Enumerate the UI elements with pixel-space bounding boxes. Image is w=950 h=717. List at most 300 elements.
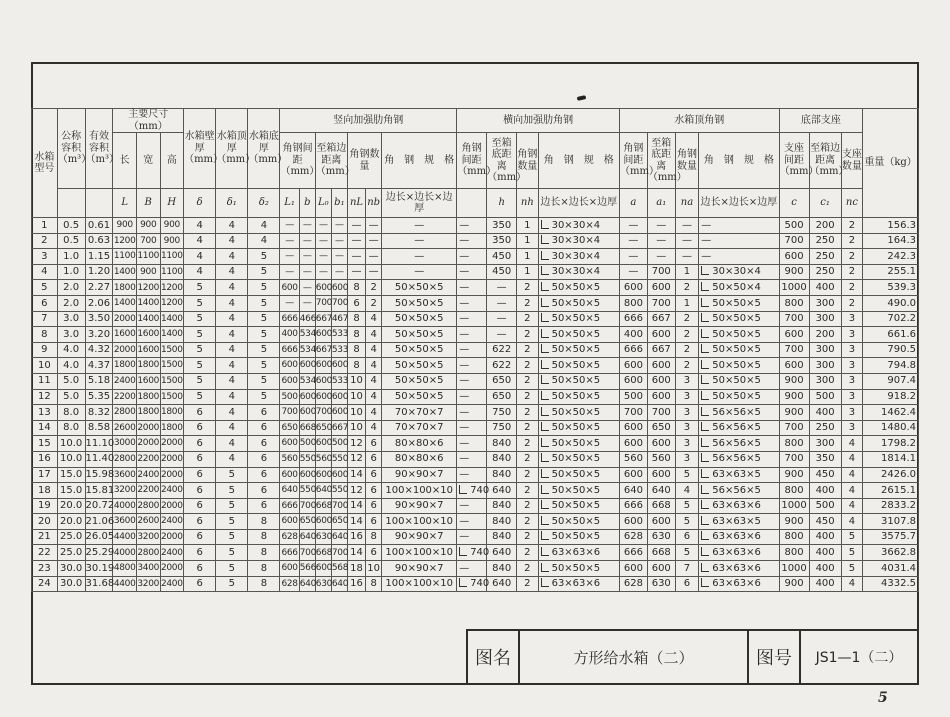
table-cell	[457, 576, 490, 592]
sym-b: b	[299, 189, 315, 218]
table-cell: 25.0	[57, 545, 85, 561]
table-row	[32, 420, 919, 436]
sym-c: c	[779, 189, 809, 218]
table-cell: —	[331, 264, 347, 280]
table-cell: 666	[619, 498, 647, 514]
table-cell	[699, 373, 779, 389]
table-cell: 2800	[113, 451, 137, 467]
angle-steel-icon	[541, 578, 549, 587]
table-cell: 4	[841, 483, 862, 499]
table-cell	[538, 295, 619, 311]
table-cell: 4	[366, 405, 382, 421]
table-cell: 50×50×5	[382, 327, 457, 343]
table-cell: 1800	[136, 389, 160, 405]
table-cell: 11.10	[85, 436, 113, 452]
table-cell: 700	[299, 498, 315, 514]
angle-spec: —	[459, 391, 470, 403]
table-cell: 4	[248, 233, 280, 249]
table-cell: 667	[315, 342, 331, 358]
angle-steel-icon	[459, 485, 467, 494]
table-cell: 8	[347, 280, 365, 296]
table-cell: 600	[315, 373, 331, 389]
angle-steel-icon	[701, 391, 709, 400]
table-cell: 600	[779, 358, 809, 374]
table-cell: 490.0	[863, 295, 919, 311]
table-cell: 4	[216, 233, 248, 249]
table-cell: 100×100×10	[382, 483, 457, 499]
sub-v-spec: 边长×边长×边厚	[382, 189, 457, 218]
table-cell: 630	[647, 576, 675, 592]
sym-nh: nh	[517, 189, 538, 218]
table-cell: 3	[841, 342, 862, 358]
header-support: 底部支座	[779, 109, 863, 133]
sym-nc: nc	[841, 189, 862, 218]
table-cell: 3200	[113, 483, 137, 499]
header-t-spacing: 角钢间距（mm）	[619, 133, 647, 189]
table-cell: 4	[216, 420, 248, 436]
table-cell: 5	[216, 576, 248, 592]
table-cell: 10.0	[57, 451, 85, 467]
table-cell: 800	[779, 436, 809, 452]
table-cell: 2	[517, 327, 538, 343]
table-cell: 5	[841, 545, 862, 561]
angle-steel-icon	[701, 375, 709, 384]
table-cell: —	[331, 249, 347, 265]
table-cell: 1100	[160, 264, 184, 280]
table-cell: 600	[619, 561, 647, 577]
table-cell: 5	[248, 249, 280, 265]
table-cell: 4	[184, 249, 216, 265]
table-cell: 80×80×6	[382, 451, 457, 467]
table-cell: 6	[366, 514, 382, 530]
table-cell: —	[647, 233, 675, 249]
sym-h-empty	[457, 189, 487, 218]
table-cell: 3	[32, 249, 58, 265]
table-cell: 500	[809, 389, 841, 405]
table-cell: 666	[280, 545, 299, 561]
table-cell: 500	[331, 436, 347, 452]
table-cell	[538, 436, 619, 452]
table-cell: 6	[184, 561, 216, 577]
angle-steel-icon	[541, 391, 549, 400]
sym-L1: L₁	[280, 189, 299, 218]
table-cell: —	[315, 218, 331, 234]
table-cell	[457, 389, 487, 405]
header-v-spacing: 角钢间距（mm）	[280, 133, 315, 189]
table-cell: —	[299, 233, 315, 249]
table-cell: 1798.2	[863, 436, 919, 452]
table-cell: 500	[280, 389, 299, 405]
angle-steel-icon	[701, 578, 709, 587]
table-cell: 2800	[136, 498, 160, 514]
table-cell: 4	[216, 342, 248, 358]
table-cell: 550	[299, 451, 315, 467]
table-cell: 2000	[160, 436, 184, 452]
table-cell	[457, 498, 487, 514]
table-cell: 90×90×7	[382, 467, 457, 483]
header-width: 宽	[136, 133, 160, 189]
table-cell: 8.58	[85, 420, 113, 436]
table-cell: 2	[841, 218, 862, 234]
table-cell: 1800	[136, 405, 160, 421]
table-cell: —	[280, 295, 299, 311]
table-cell: 2	[517, 529, 538, 545]
table-cell: 900	[779, 264, 809, 280]
table-cell: —	[487, 327, 517, 343]
table-cell: 1480.4	[863, 420, 919, 436]
table-cell: 11	[32, 373, 58, 389]
table-cell: 450	[809, 467, 841, 483]
page-number: 5	[878, 690, 888, 706]
table-cell: 1600	[136, 327, 160, 343]
table-cell: 700	[299, 545, 315, 561]
table-cell: 700	[619, 405, 647, 421]
table-cell: 4	[216, 264, 248, 280]
angle-steel-icon	[541, 453, 549, 462]
table-cell: 2200	[136, 483, 160, 499]
table-cell: 2	[32, 233, 58, 249]
table-cell: 18	[32, 483, 58, 499]
table-cell: 18	[347, 561, 365, 577]
table-cell	[457, 467, 487, 483]
table-cell: 2	[675, 342, 699, 358]
header-v-spec: 角 钢 规 格	[382, 133, 457, 189]
table-cell	[457, 311, 487, 327]
table-cell: 600	[315, 467, 331, 483]
table-cell	[457, 295, 487, 311]
table-cell: 0.63	[85, 233, 113, 249]
table-cell: 2	[517, 561, 538, 577]
water-tank-spec-table	[31, 108, 919, 592]
table-cell: 900	[136, 218, 160, 234]
table-cell: 640	[331, 576, 347, 592]
table-cell: —	[382, 233, 457, 249]
table-cell: 500	[619, 389, 647, 405]
table-cell: 1200	[113, 233, 137, 249]
table-cell: 600	[315, 280, 331, 296]
table-cell	[538, 405, 619, 421]
table-cell: 550	[299, 483, 315, 499]
table-cell: 6	[248, 483, 280, 499]
table-cell: 640	[315, 483, 331, 499]
table-cell: 3.0	[57, 311, 85, 327]
table-cell: 1	[517, 218, 538, 234]
table-cell: 6	[248, 467, 280, 483]
table-cell: 21.06	[85, 514, 113, 530]
table-cell: 2	[517, 498, 538, 514]
header-top-angle: 水箱顶角钢	[619, 109, 779, 133]
table-cell: 1	[32, 218, 58, 234]
table-cell: 700	[331, 295, 347, 311]
table-cell: 3	[841, 373, 862, 389]
sym-na: na	[675, 189, 699, 218]
table-cell: 2400	[113, 373, 137, 389]
table-cell: 2800	[136, 545, 160, 561]
header-wall: 水箱壁厚（mm）	[184, 109, 216, 189]
header-t-bottom: 至箱底距离（mm）	[647, 133, 675, 189]
table-cell: 5	[675, 467, 699, 483]
table-cell: —	[487, 295, 517, 311]
spec-table-body	[32, 218, 919, 592]
table-cell: —	[366, 249, 382, 265]
angle-spec: 30×30×4	[551, 250, 601, 262]
table-cell: 666	[619, 342, 647, 358]
table-cell: 668	[315, 545, 331, 561]
table-cell: 600	[331, 467, 347, 483]
table-cell: 2	[517, 311, 538, 327]
table-cell: 2	[517, 405, 538, 421]
table-cell: 600	[280, 514, 299, 530]
table-cell	[699, 280, 779, 296]
drawing-number: JS1—1（二）	[800, 630, 918, 684]
table-cell: 560	[619, 451, 647, 467]
table-cell: 4.37	[85, 358, 113, 374]
angle-spec: —	[459, 344, 470, 356]
angle-spec: 50×50×5	[551, 484, 601, 496]
table-cell	[538, 218, 619, 234]
table-cell	[538, 514, 619, 530]
table-cell: 667	[315, 311, 331, 327]
sub-h-spec: 边长×边长×边厚	[538, 189, 619, 218]
table-cell: 900	[779, 467, 809, 483]
table-cell: 4.0	[57, 342, 85, 358]
table-cell: 5	[216, 514, 248, 530]
header-height: 高	[160, 133, 184, 189]
angle-spec: 50×50×5	[551, 328, 601, 340]
table-cell: 15.98	[85, 467, 113, 483]
table-cell: 4	[184, 264, 216, 280]
angle-spec: 63×63×6	[712, 531, 761, 543]
table-cell: 13	[32, 405, 58, 421]
angle-steel-icon	[701, 485, 709, 494]
table-cell: 750	[487, 420, 517, 436]
header-main-size: 主要尺寸（mm）	[113, 109, 184, 133]
table-cell: 5	[184, 342, 216, 358]
table-cell: 8	[347, 311, 365, 327]
table-cell	[699, 358, 779, 374]
table-cell: 600	[779, 249, 809, 265]
angle-spec: —	[459, 562, 470, 574]
table-cell: 700	[779, 311, 809, 327]
table-cell	[538, 233, 619, 249]
table-cell: 640	[487, 576, 517, 592]
table-cell: 600	[647, 514, 675, 530]
table-cell: 400	[809, 529, 841, 545]
table-cell: 6	[184, 498, 216, 514]
table-cell: 4	[841, 451, 862, 467]
table-cell: 4	[366, 389, 382, 405]
table-cell: 6	[366, 467, 382, 483]
angle-spec: 50×50×5	[712, 328, 761, 340]
table-cell: 600	[299, 389, 315, 405]
angle-spec: 50×50×5	[712, 344, 761, 356]
table-cell: 600	[647, 389, 675, 405]
table-cell: 2000	[136, 436, 160, 452]
table-cell	[538, 311, 619, 327]
angle-spec: 56×56×5	[712, 406, 761, 418]
table-cell: 900	[160, 218, 184, 234]
table-cell: 10	[347, 373, 365, 389]
sym-d2: δ₂	[248, 189, 280, 218]
table-cell: 50×50×5	[382, 311, 457, 327]
angle-steel-icon	[541, 282, 549, 291]
table-cell: 1814.1	[863, 451, 919, 467]
table-cell: 3107.8	[863, 514, 919, 530]
table-cell: 8	[248, 576, 280, 592]
table-cell: 16	[347, 529, 365, 545]
table-cell: 3	[675, 373, 699, 389]
table-cell: 900	[113, 218, 137, 234]
table-cell: 5	[248, 389, 280, 405]
angle-spec: 740	[470, 578, 490, 590]
table-cell: 2000	[160, 498, 184, 514]
angle-steel-icon	[701, 298, 709, 307]
table-cell: 467	[331, 311, 347, 327]
table-cell: 4	[841, 467, 862, 483]
table-cell: 100×100×10	[382, 576, 457, 592]
table-cell: 400	[809, 280, 841, 296]
table-cell: 560	[315, 451, 331, 467]
table-cell: 6	[366, 436, 382, 452]
table-cell: 2000	[160, 529, 184, 545]
table-cell: 7	[32, 311, 58, 327]
table-cell: 6	[366, 483, 382, 499]
table-cell	[457, 358, 487, 374]
table-cell: 2	[675, 358, 699, 374]
table-cell: —	[280, 218, 299, 234]
table-cell: 650	[487, 389, 517, 405]
header-s-spacing: 支座间距（mm）	[779, 133, 809, 189]
angle-steel-icon	[541, 469, 549, 478]
table-cell: 2	[841, 280, 862, 296]
table-cell: 4	[366, 358, 382, 374]
table-cell	[538, 467, 619, 483]
table-cell: 2	[366, 295, 382, 311]
table-row	[32, 389, 919, 405]
table-cell: 2426.0	[863, 467, 919, 483]
table-cell: 31.68	[85, 576, 113, 592]
table-cell	[699, 389, 779, 405]
table-cell: 4	[184, 218, 216, 234]
table-cell: 4400	[113, 576, 137, 592]
table-cell: 2600	[136, 514, 160, 530]
table-cell: 3	[841, 389, 862, 405]
table-cell: 3.50	[85, 311, 113, 327]
table-cell: 6	[184, 529, 216, 545]
header-h-bottom: 至箱底距离（mm）	[487, 133, 517, 189]
table-cell: 800	[779, 295, 809, 311]
table-row	[32, 451, 919, 467]
table-row	[32, 576, 919, 592]
table-row	[32, 498, 919, 514]
table-cell: 900	[160, 233, 184, 249]
table-cell: 800	[779, 529, 809, 545]
table-cell: 400	[619, 327, 647, 343]
table-cell: 1400	[160, 311, 184, 327]
table-cell: 4	[216, 249, 248, 265]
table-cell: 8	[347, 342, 365, 358]
table-cell: 4	[366, 311, 382, 327]
table-cell	[538, 373, 619, 389]
table-cell: —	[315, 233, 331, 249]
table-cell: 5	[841, 561, 862, 577]
table-cell: 1200	[160, 280, 184, 296]
table-cell: 16	[347, 576, 365, 592]
header-weight: 重量（kg）	[863, 109, 919, 218]
table-cell: 2400	[136, 467, 160, 483]
table-cell: 622	[487, 342, 517, 358]
angle-spec: —	[459, 406, 470, 418]
table-cell: 550	[331, 451, 347, 467]
table-cell: 2000	[160, 561, 184, 577]
table-cell: 6	[366, 498, 382, 514]
table-cell: 30.0	[57, 561, 85, 577]
table-cell: 8	[248, 545, 280, 561]
table-cell	[699, 561, 779, 577]
table-cell: 14	[347, 467, 365, 483]
table-cell	[538, 358, 619, 374]
table-cell: 1.15	[85, 249, 113, 265]
table-cell: 1400	[136, 311, 160, 327]
angle-spec: 740	[470, 484, 490, 496]
table-cell: —	[619, 233, 647, 249]
sym-a: a	[619, 189, 647, 218]
table-cell: 5	[216, 483, 248, 499]
table-cell: 164.3	[863, 233, 919, 249]
table-cell: —	[675, 233, 699, 249]
table-cell: 2.06	[85, 295, 113, 311]
table-cell: 4	[841, 498, 862, 514]
table-cell: 20.0	[57, 498, 85, 514]
table-cell: 25.29	[85, 545, 113, 561]
table-cell: 2.0	[57, 280, 85, 296]
table-cell: —	[366, 233, 382, 249]
table-cell: 80×80×6	[382, 436, 457, 452]
table-cell: 2600	[113, 420, 137, 436]
header-s-count: 支座数量	[841, 133, 862, 189]
table-cell: 14	[347, 514, 365, 530]
table-cell: 600	[280, 280, 299, 296]
table-cell: 30.19	[85, 561, 113, 577]
table-cell: 600	[647, 436, 675, 452]
table-cell: —	[315, 249, 331, 265]
drawing-name-label: 图名	[467, 630, 519, 684]
table-cell: 1500	[160, 389, 184, 405]
table-cell: 700	[315, 295, 331, 311]
table-cell: 4	[216, 358, 248, 374]
table-cell: 4	[366, 327, 382, 343]
table-cell: 3000	[113, 436, 137, 452]
table-cell: 400	[809, 483, 841, 499]
table-cell: 6	[248, 436, 280, 452]
table-cell: 1600	[136, 373, 160, 389]
table-cell: 1100	[160, 249, 184, 265]
table-cell: 6	[675, 576, 699, 592]
angle-spec: 50×50×5	[551, 375, 601, 387]
table-cell: 667	[647, 311, 675, 327]
angle-spec: 50×50×5	[712, 313, 761, 325]
table-cell: 8	[248, 561, 280, 577]
table-cell: 5	[184, 280, 216, 296]
angle-steel-icon	[541, 407, 549, 416]
angle-spec: 50×50×5	[551, 406, 601, 418]
table-cell: 668	[299, 420, 315, 436]
table-cell: 5	[248, 311, 280, 327]
table-cell: 840	[487, 436, 517, 452]
table-cell: 3.20	[85, 327, 113, 343]
table-cell: 640	[280, 483, 299, 499]
table-cell: —	[382, 264, 457, 280]
